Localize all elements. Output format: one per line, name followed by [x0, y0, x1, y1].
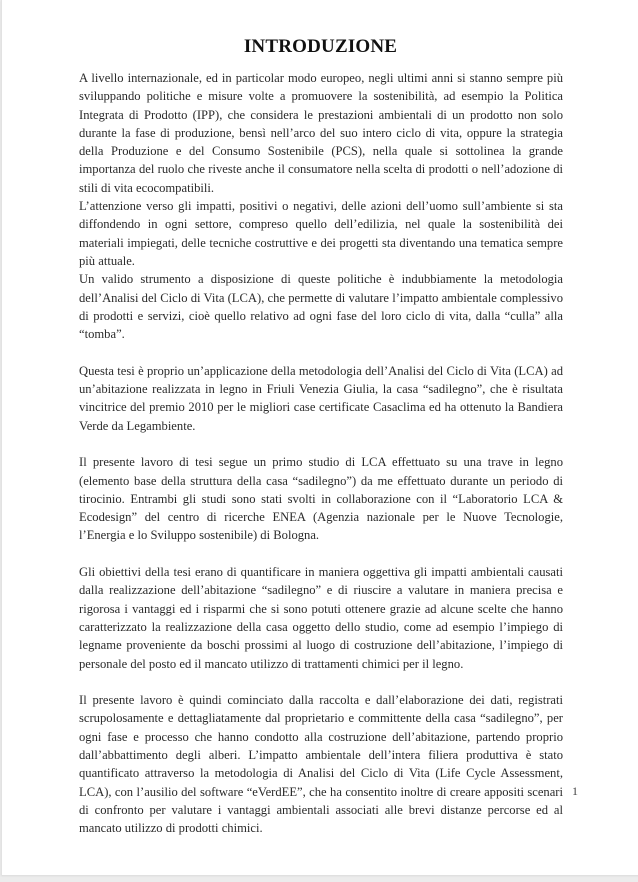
page-title: INTRODUZIONE	[243, 36, 398, 57]
document-body	[79, 69, 563, 837]
paragraph-attenzione-impatti: L’attenzione verso gli impatti, positivi o negativi, delle azioni dell’uomo sull’ambiente si sta diffondendo in ogni settore, compreso quello dell’edilizia, nel quale la sostenibilità dei materiali impiegati, delle tecniche costruttive e dei progetti sta diventando una tematica sempre più attuale.	[79, 199, 563, 268]
paragraph-ipp-pcs: A livello internazionale, ed in particolar modo europeo, negli ultimi anni si stanno sempre più sviluppando politiche e misure volte a promuovere la sostenibilità, ad esempio la Politica Integrata di Prodotto (IPP), che considera le prestazioni ambientali di un prodotto non solo durante la fase di produzione, bensì nell’arco del suo intero ciclo di vita, oppure la strategia della Produzione e del Consumo Sostenibile (PCS), nella quale si sottolinea la grande importanza del ruolo che riveste anche il consumatore nella scelta di prodotti o nell’adozione di stili di vita ecocompatibili.	[79, 71, 563, 195]
page-number: 1	[572, 784, 578, 798]
paragraph-strumento-lca: Un valido strumento a disposizione di queste politiche è indubbiamente la metodologia dell’Analisi del Ciclo di Vita (LCA), che permette di valutare l’impatto ambientale complessivo di prodotti e servizi, cioè quello relativo ad ogni fase del loro ciclo di vita, dalla “culla” alla “tomba”.	[79, 272, 563, 342]
paragraph-metodologia: Il presente lavoro è quindi cominciato dalla raccolta e dall’elaborazione dei dati, registrati scrupolosamente e dettagliatamente dal proprietario e committente della casa “sadilegno”, per ogni fase e processo che hanno condotto alla costruzione dell’abitazione, partendo proprio dall’abbattimento degli alberi. L’impatto ambientale dell’intera filiera produttiva è stato quantificato attraverso la metodologia di Analisi del Ciclo di Vita (Life Cycle Assessment, LCA), con l’ausilio del software “eVerdEE”, che ha consentito inoltre di creare appositi scenari di confronto per valutare i vantaggi ambientali associati alle brevi distanze percorse ed al mancato utilizzo di prodotti chimici.	[79, 693, 563, 836]
document-page	[1, 0, 638, 875]
paragraph-obiettivi: Gli obiettivi della tesi erano di quantificare in maniera oggettiva gli impatti ambientali causati dalla realizzazione dell’abitazione “sadilegno” e di riuscire a valutare in maniera precisa e rigorosa i vantaggi ed i risparmi che si sono potuti ottenere grazie ad alcune scelte che hanno caratterizzato la realizzazione della casa oggetto dello studio, come ad esempio l’impiego di legname proveniente da boschi prossimi al luogo di costruzione dell’abitazione, l’impiego di personale del posto ed il mancato utilizzo di trattamenti chimici per il legno.	[79, 565, 563, 671]
paragraph-lavoro-tesi: Il presente lavoro di tesi segue un primo studio di LCA effettuato su una trave in legno (elemento base della struttura della casa “sadilegno”) da me effettuato durante un periodo di tirocinio. Entrambi gli studi sono stati svolti in collaborazione con il “Laboratorio LCA & Ecodesign” del centro di ricerche ENEA (Agenzia nazionale per le Nuove Tecnologie, l’Energia e lo Sviluppo sostenibile) di Bologna.	[79, 455, 563, 543]
paragraph-tesi-applicazione: Questa tesi è proprio un’applicazione della metodologia dell’Analisi del Ciclo di Vita (LCA) ad un’abitazione realizzata in legno in Friuli Venezia Giulia, la casa “sadilegno”, che è risultata vincitrice del premio 2010 per le migliori case certificate Casaclima ed ha ottenuto la Bandiera Verde da Legambiente.	[79, 363, 563, 433]
